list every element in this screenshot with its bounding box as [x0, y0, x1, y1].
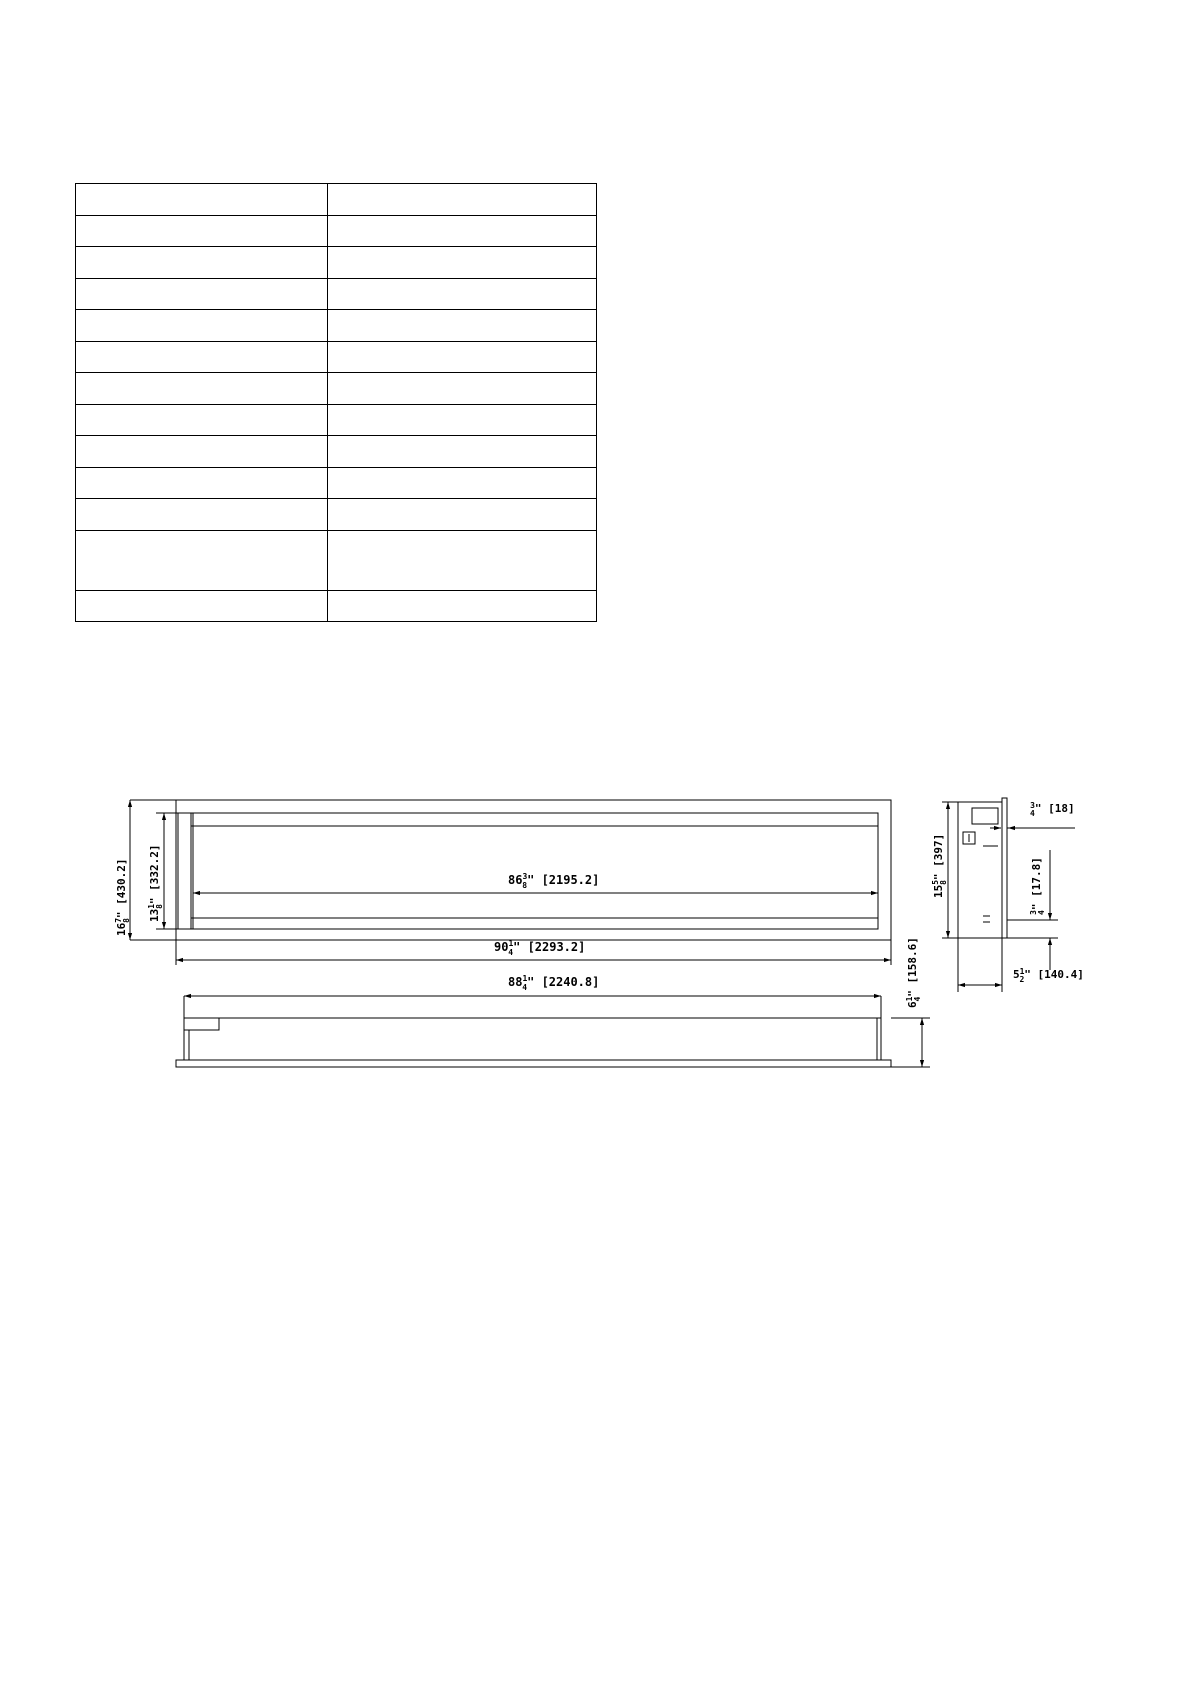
svg-text:1318" [332.2]: $13^18$" [332.2] — [147, 844, 164, 922]
table-cell-value — [328, 278, 597, 310]
table-row — [76, 310, 597, 342]
label-body-width: $88^1$ 4" [2240.8] — [508, 974, 600, 992]
specification-table — [75, 183, 597, 622]
table-row — [76, 215, 597, 247]
table-cell-value — [328, 499, 597, 531]
table-row — [76, 590, 597, 622]
table-cell-label — [76, 467, 328, 499]
table-row — [76, 530, 597, 590]
table-cell-value — [328, 184, 597, 216]
table-cell-value — [328, 404, 597, 436]
table-row — [76, 499, 597, 531]
label-depth: $5^1$ 2" [140.4] — [1013, 967, 1084, 984]
table-cell-label — [76, 436, 328, 468]
side-view — [942, 798, 1075, 992]
table-cell-value — [328, 341, 597, 373]
table-cell-label — [76, 215, 328, 247]
table-row — [76, 436, 597, 468]
table-cell-label — [76, 184, 328, 216]
table-cell-value — [328, 436, 597, 468]
label-side-offset — [1029, 857, 1046, 915]
label-glass-height — [147, 844, 164, 922]
label-overall-width: $90^1$ 4" [2293.2] — [494, 939, 586, 957]
table-cell-label — [76, 499, 328, 531]
table-cell-label — [76, 373, 328, 405]
label-top-height — [905, 937, 922, 1008]
table-cell-value — [328, 247, 597, 279]
top-view — [176, 996, 930, 1067]
label-glass-width: $86^3$ 8" [2195.2] — [508, 872, 600, 890]
fireplace-dimension-drawing — [0, 760, 1191, 1080]
table-row — [76, 184, 597, 216]
table-cell-label — [76, 247, 328, 279]
label-side-height — [931, 834, 948, 898]
table-cell-label — [76, 404, 328, 436]
table-row — [76, 404, 597, 436]
label-flange: $^3$ 4" [18] — [1030, 801, 1075, 818]
table-cell-label — [76, 278, 328, 310]
table-row — [76, 373, 597, 405]
table-cell-value — [328, 373, 597, 405]
table-cell-label — [76, 310, 328, 342]
table-cell-value — [328, 310, 597, 342]
svg-text:1558" [397]: $15^58$" [397] — [931, 833, 948, 898]
table-cell-label — [76, 341, 328, 373]
table-cell-label — [76, 590, 328, 622]
table-cell-value — [328, 590, 597, 622]
table-cell-label — [76, 530, 328, 590]
table-cell-value — [328, 530, 597, 590]
table-cell-value — [328, 467, 597, 499]
table-row — [76, 341, 597, 373]
table-cell-value — [328, 215, 597, 247]
svg-text:614" [158.6]: $6^14$" [158.6] — [905, 937, 922, 1008]
svg-text:34" [17.8]: $^3$4" [17.8] — [1029, 857, 1046, 915]
table-row — [76, 247, 597, 279]
table-row — [76, 278, 597, 310]
svg-text:1678" [430.2]: $16^78$" [430.2] — [114, 858, 131, 936]
label-overall-height — [114, 858, 131, 936]
table-row — [76, 467, 597, 499]
